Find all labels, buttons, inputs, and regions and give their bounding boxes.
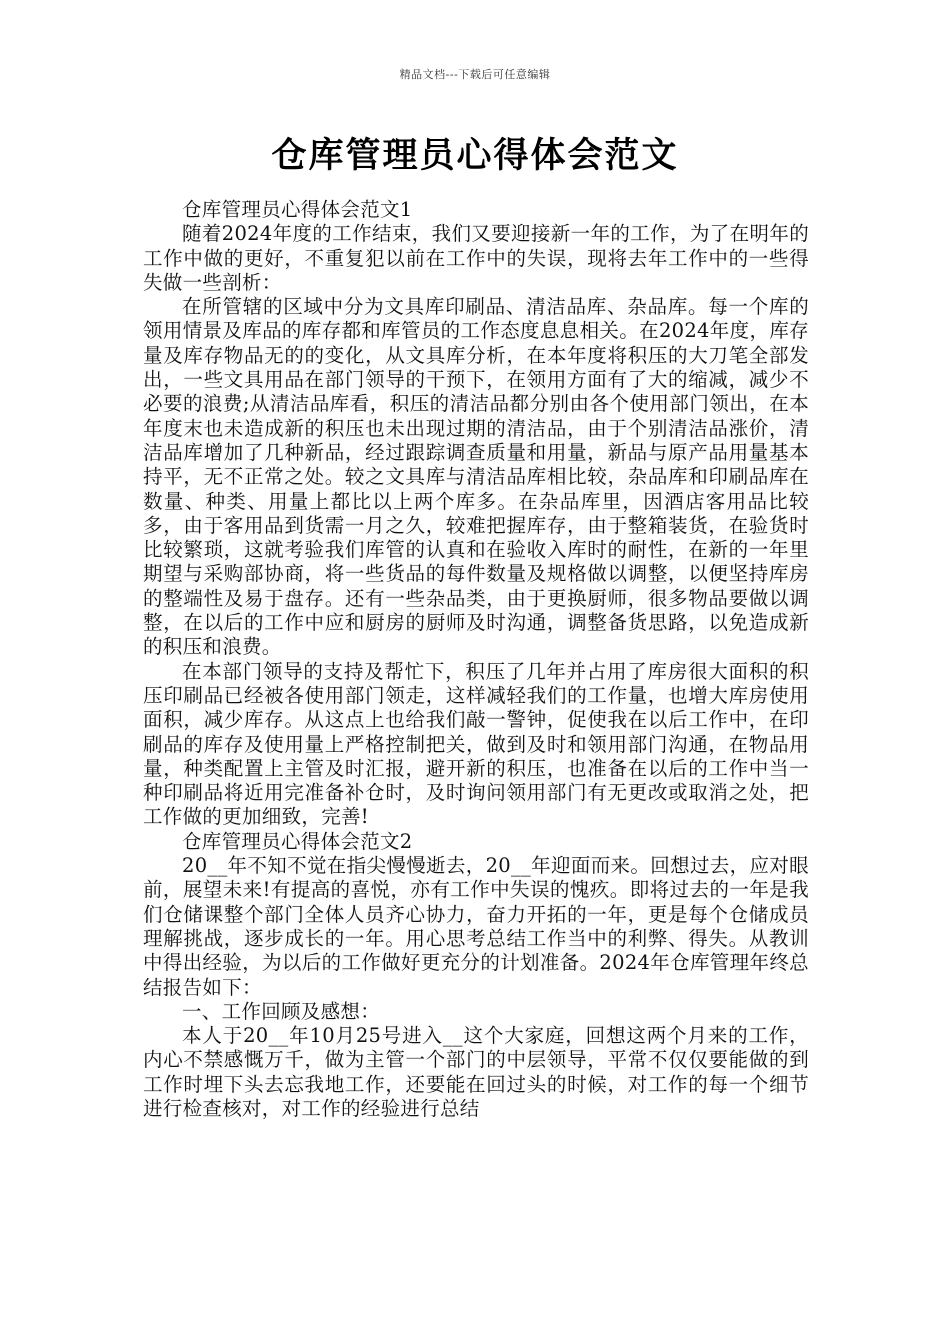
document-body — [143, 198, 809, 1121]
paragraph: 随着2024年度的工作结束，我们又要迎接新一年的工作，为了在明年的工作中做的更好，不重复犯以前在工作中的失误，现将去年工作中的一些得失做一些剖析： — [143, 222, 809, 294]
paragraph: 本人于20__年10月25号进入__这个大家庭，回想这两个月来的工作，内心不禁感慨万千，做为主管一个部门的中层领导，平常不仅仅要能做的到工作时埋下头去忘我地工作，还要能在回过头的时候，对工作的每一个细节进行检查核对，对工作的经验进行总结 — [143, 1024, 809, 1120]
subheading: 一、工作回顾及感想： — [182, 999, 381, 1023]
section-heading-2: 仓库管理员心得体会范文2 — [182, 829, 413, 853]
paragraph: 在所管辖的区域中分为文具库印刷品、清洁品库、杂品库。每一个库的领用情景及库品的库存都和库管员的工作态度息息相关。在2024年度，库存量及库存物品无的的变化，从文具库分析，在本年度将积压的大刀笔全部发出，一些文具用品在部门领导的干预下，在领用方面有了大的缩减，减少不必要的浪费;从清洁品库看，积压的清洁品都分别由各个使用部门领出，在本年度末也未造成新的积压也未出现过期的清洁品，由于个别清洁品涨价，清洁品库增加了几种新品，经过跟踪调查质量和用量，新品与原产品用量基本持平，无不正常之处。较之文具库与清洁品库相比较，杂品库和印刷品库在数量、种类、用量上都比以上两个库多。在杂品库里，因酒店客用品比较多，由于客用品到货需一月之久，较难把握库存，由于整箱装货，在验货时比较繁琐，这就考验我们库管的认真和在验收入库时的耐性，在新的一年里期望与采购部协商，将一些货品的每件数量及规格做以调整，以便坚持库房的整端性及易于盘存。还有一些杂品类，由于更换厨师，很多物品要做以调整，在以后的工作中应和厨房的厨师及时沟通，调整备货思路，以免造成新的积压和浪费。 — [143, 295, 809, 659]
header-note: 精品文档---下载后可任意编辑 — [399, 68, 551, 81]
paragraph: 20__年不知不觉在指尖慢慢逝去，20__年迎面而来。回想过去，应对眼前，展望未来!有提高的喜悦，亦有工作中失误的愧疚。即将过去的一年是我们仓储课整个部门全体人员齐心协力，奋力开拓的一年，更是每个仓储成员理解挑战，逐步成长的一年。用心思考总结工作当中的利弊、得失。从教训中得出经验，为以后的工作做好更充分的计划准备。2024年仓库管理年终总结报告如下： — [143, 854, 809, 999]
paragraph: 在本部门领导的支持及帮忙下，积压了几年并占用了库房很大面积的积压印刷品已经被各使用部门领走，这样减轻我们的工作量，也增大库房使用面积，减少库存。从这点上也给我们敲一警钟，促使我在以后工作中，在印刷品的库存及使用量上严格控制把关，做到及时和领用部门沟通，在物品用量，种类配置上主管及时汇报，避开新的积压，也准备在以后的工作中当一种印刷品将近用完准备补仓时，及时询问领用部门有无更改或取消之处，把工作做的更加细致，完善! — [143, 659, 809, 829]
document-title: 仓库管理员心得体会范文 — [271, 135, 679, 176]
section-heading-1: 仓库管理员心得体会范文1 — [182, 198, 413, 221]
